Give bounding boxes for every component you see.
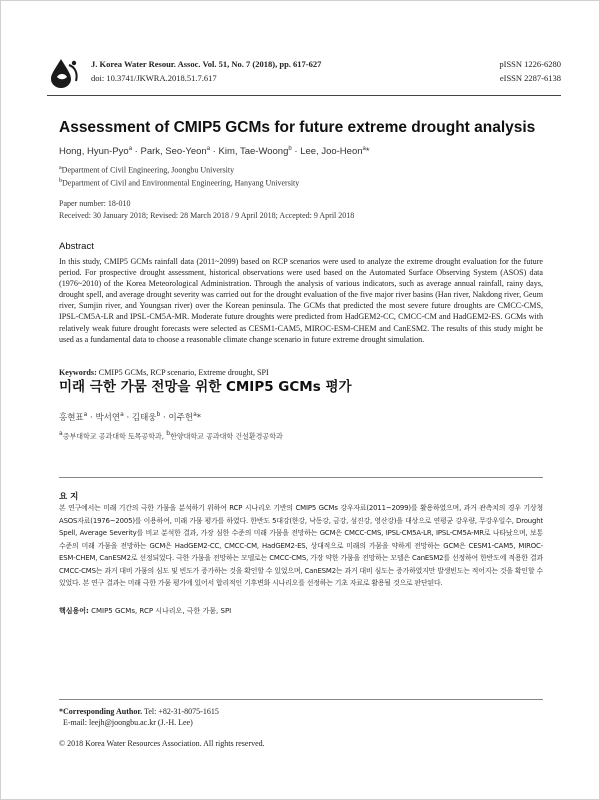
author-affil-sup: b <box>288 146 292 152</box>
corresponding-author-info <box>59 706 219 728</box>
footnote-divider <box>59 699 543 700</box>
affiliation-a <box>59 163 299 176</box>
affiliations-en <box>59 163 299 188</box>
author-list-en <box>59 146 370 157</box>
author-separator: · <box>160 413 169 423</box>
corresponding-author-mark: * <box>196 413 202 423</box>
author-name: Lee, Joo-Heon <box>300 146 363 158</box>
author-name: 김태웅 <box>131 413 157 423</box>
section-divider <box>59 477 543 478</box>
journal-citation-block <box>91 57 321 85</box>
affiliation-b <box>59 176 299 189</box>
author-name: Park, Seo-Yeon <box>140 146 207 158</box>
affiliation-sup: b <box>59 177 62 184</box>
keywords-text: CMIP5 GCMs, RCP 시나리오, 극한 가뭄, SPI <box>88 607 232 615</box>
issn-block <box>499 57 561 85</box>
abstract-ko-text: 본 연구에서는 미래 기간의 극한 가뭄을 분석하기 위하여 RCP 시나리오 기반의 CMIP5 GCMs 강우자료(2011~2099)를 활용하였으며, 과거 관측치의 경우 기상청 ASOS자료(1976~2005)를 이용하여, 미래 가뭄 평가를 하였다. 한반도 5대강(한강, 낙동강, 금강, 섬진강, 영산강)을 대상으로 연평균 강우량, 무강우일수, Drought Spell, Average Severity를 비교 분석한 결과, 가장 심한 수준의 미래 가뭄을 전망하는 GCM은 CMCC-CMS, IPSL-CM5A-LR, IPSL-CM5A-MR로 나타났으며, 보통 수준의 미래 가뭄을 전망하는 GCM은 HadGEM2-CC, CMCC-CM, HadGEM2-ES, 상대적으로 미래의 가뭄을 약하게 전망하는 GCM은 CESM1-CAM5, MIROC-ESM-CHEM, CanESM2로 선정되었다. 극한 가뭄을 전망하는 모델로는 CMCC-CMS, 가장 약한 가뭄을 전망하는 모델은 CanESM2를 선정하여 한반도에 적용한 결과 CMCC-CMS는 과거 대비 가뭄의 심도 및 빈도가 증가하는 것을 확인할 수 있었으며, CanESM2는 과거 대비 심도는 증가하였지만 발생빈도는 적어지는 것을 확인할 수 있었다. 본 연구 결과는 미래 극한 가뭄 평가에 있어서 합리적인 기후변화 시나리오를 선정하는 기초 자료로 활용될 것으로 판단된다. <box>59 504 543 587</box>
author-affil-sup: b <box>156 411 161 419</box>
author-affil-sup: a <box>193 411 197 419</box>
author-affil-sup: a <box>206 146 211 152</box>
keywords-label: Keywords: <box>59 368 97 377</box>
corresponding-author-mark: * <box>365 146 370 158</box>
paper-title-ko: 미래 극한 가뭄 전망을 위한 CMIP5 GCMs 평가 <box>59 379 352 395</box>
keywords-text: CMIP5 GCMs, RCP scenario, Extreme drought, SPI <box>96 368 269 377</box>
author-name: 박서연 <box>95 413 121 423</box>
author-separator: · <box>291 146 301 158</box>
affiliations-ko <box>59 430 283 441</box>
affiliation-text: Department of Civil Engineering, Joongbu University <box>61 165 235 175</box>
author-separator: · <box>123 413 132 423</box>
paper-title-en: Assessment of CMIP5 GCMs for future extreme drought analysis <box>59 119 536 136</box>
keywords-ko <box>59 606 231 616</box>
affiliation-text: 중부대학교 공과대학 토목공학과, <box>62 432 167 441</box>
copyright-notice: © 2018 Korea Water Resources Association. All rights reserved. <box>59 739 265 748</box>
paper-info <box>59 198 354 222</box>
author-name: Hong, Hyun-Pyo <box>59 146 129 158</box>
author-affil-sup: a <box>120 411 124 419</box>
author-affil-sup: a <box>362 146 366 152</box>
water-drop-logo-icon <box>47 57 81 89</box>
author-separator: · <box>132 146 141 158</box>
affiliation-sup: a <box>59 165 62 171</box>
author-name: Kim, Tae-Woong <box>218 146 289 158</box>
corresponding-tel: Tel: +82-31-8075-1615 <box>142 707 219 716</box>
abstract-ko-heading: 요 지 <box>59 492 79 502</box>
corresponding-email[interactable]: E-mail: leejh@joongbu.ac.kr (J.-H. Lee) <box>63 718 193 727</box>
author-separator: · <box>210 146 219 158</box>
affiliation-sup: b <box>166 430 171 437</box>
affiliation-sup: a <box>59 430 63 437</box>
author-affil-sup: a <box>128 146 133 152</box>
doi-link[interactable]: doi: 10.3741/JKWRA.2018.51.7.617 <box>91 73 217 83</box>
affiliation-text: Department of Civil and Environmental Engineering, Hanyang University <box>62 178 300 188</box>
eissn: eISSN 2287-6138 <box>499 73 561 83</box>
abstract-text: In this study, CMIP5 GCMs rainfall data (2011~2099) based on RCP scenarios were used to analyze the extreme drought evaluation for the future period. For prospective drought assessment, historical observations were used based on the Automated Surface Observing System (ASOS) data (1976~2010) of the Korea Meteorological Administration. Through the analysis of various indicators, such as average annual rainfall, rainy days, drought spell, and average drought severity was carried out for the drought evaluation of the five major river basins (Han river, Nakdong river, Geum river, Sumjin river, and Youngsan river) over the Korean peninsula. The GCMs that predicted the most severe future droughts are CMCC-CMS, IPSL-CM5A-LR and IPSL-CM5A-MR. Moderate future droughts were predicted from HadGEM2-CC, CMCC-CM and HadGEM2-ES. GCMs with relatively weak future drought forecasts were selected as CESM1-CAM5, MIROC-ESM-CHEM and CanESM2. The results of this study might be used as a fundamental data to choose a reasonable climate change scenario in future extreme drought simulation. <box>59 257 543 344</box>
abstract-heading: Abstract <box>59 241 94 252</box>
corresponding-label: *Corresponding Author. <box>59 707 143 716</box>
journal-citation: J. Korea Water Resour. Assoc. Vol. 51, No. 7 (2018), pp. 617-627 <box>91 59 322 69</box>
author-name: 홍현표 <box>59 413 84 423</box>
paper-number: Paper number: 18-010 <box>59 199 131 208</box>
author-list-ko <box>59 411 201 423</box>
author-name: 이주헌 <box>168 413 194 423</box>
pissn: pISSN 1226-6280 <box>499 59 561 69</box>
header-divider <box>47 95 561 96</box>
author-separator: · <box>87 413 96 423</box>
author-affil-sup: a <box>83 411 88 419</box>
journal-header <box>47 57 561 89</box>
keywords-label: 핵심용어: <box>59 607 89 615</box>
affiliation-text: 한양대학교 공과대학 건설환경공학과 <box>170 432 283 441</box>
paper-dates: Received: 30 January 2018; Revised: 28 March 2018 / 9 April 2018; Accepted: 9 April 2018 <box>59 211 355 220</box>
